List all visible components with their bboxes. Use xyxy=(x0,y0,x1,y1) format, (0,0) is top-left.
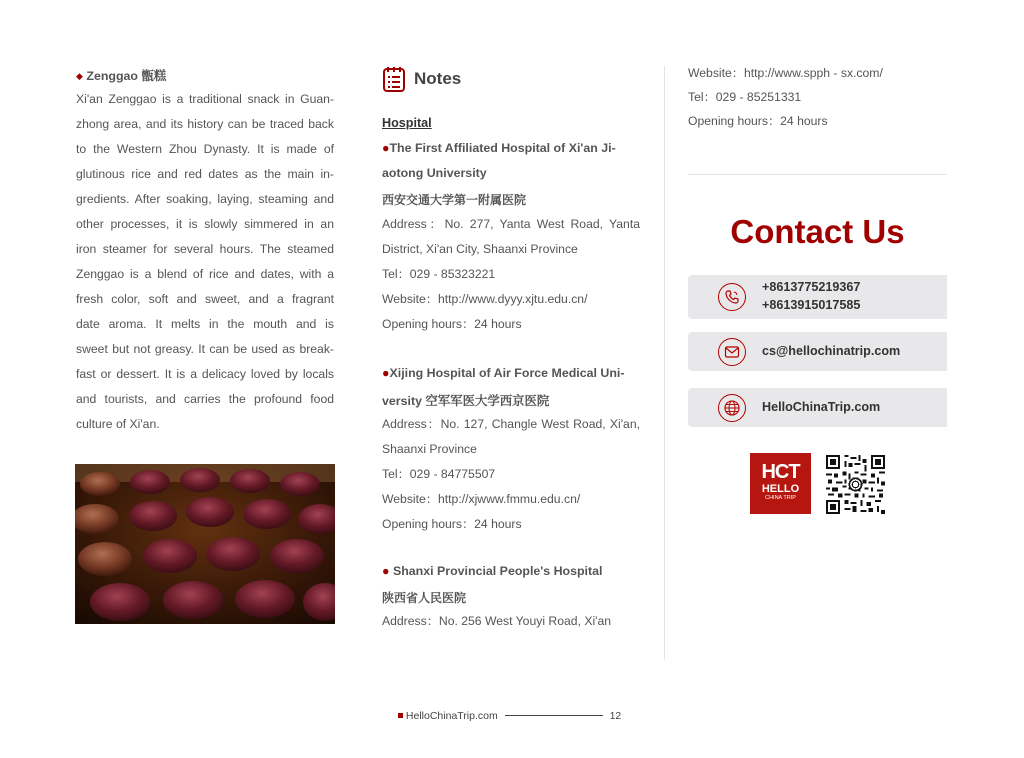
hospital-2-tel: Tel：029 - 84775507 xyxy=(382,467,496,481)
paragraph-line: Zenggao is a blend of rice and dates, with a xyxy=(76,267,334,281)
phone-number-1[interactable]: +8613775219367 xyxy=(762,280,861,294)
footer xyxy=(398,710,621,724)
dot-bullet-icon: ● xyxy=(382,141,390,155)
hospital-2-hours: Opening hours：24 hours xyxy=(382,517,522,531)
paragraph-line: fast or dessert. It is a delicacy loved by locals xyxy=(76,367,334,381)
hospital-2-address-line2: Shaanxi Province xyxy=(382,442,477,456)
email-address[interactable]: cs@hellochinatrip.com xyxy=(762,344,901,358)
qr-code[interactable] xyxy=(826,455,885,514)
zenggao-photo xyxy=(75,464,335,624)
hospital-3-website[interactable]: Website：http://www.spph - sx.com/ xyxy=(688,66,883,80)
website-pill[interactable] xyxy=(688,388,947,427)
zenggao-title: ◆ Zenggao 甑糕 xyxy=(76,69,167,83)
logo-text-hello: HELLO xyxy=(761,483,800,495)
hct-logo xyxy=(750,453,811,514)
page-number: 12 xyxy=(609,710,622,722)
paragraph-line: other processes, it is slowly simmered in an xyxy=(76,217,334,231)
hospital-3-name: ● Shanxi Provincial People's Hospital xyxy=(382,564,603,578)
notes-heading: Notes xyxy=(414,69,462,88)
paragraph-line: glutinous rice and red dates as the main in- xyxy=(76,167,334,181)
hospital-1-name-line1: ●The First Affiliated Hospital of Xi'an Ji- xyxy=(382,141,616,155)
section-divider xyxy=(688,174,947,175)
paragraph-line: date aroma. It melts in the mouth and is xyxy=(76,317,334,331)
paragraph-line: to the Western Zhou Dynasty. It is made of xyxy=(76,142,334,156)
paragraph-line: gredients. After soaking, laying, steaming and xyxy=(76,192,334,206)
footer-square-icon xyxy=(398,713,403,718)
paragraph-line: Xi'an Zenggao is a traditional snack in Guan- xyxy=(76,92,334,106)
hospital-2-name-line2: versity 空军军医大学西京医院 xyxy=(382,394,550,408)
hospital-section-title: Hospital xyxy=(382,116,432,130)
contact-us-title: Contact Us xyxy=(730,213,905,250)
hospital-1-address-line2: District, Xi'an City, Shaanxi Province xyxy=(382,242,578,256)
hospital-1-tel: Tel：029 - 85323221 xyxy=(382,267,496,281)
hospital-3-chinese: 陕西省人民医院 xyxy=(382,591,467,605)
hospital-3-address: Address：No. 256 West Youyi Road, Xi'an xyxy=(382,614,612,628)
dot-bullet-icon: ● xyxy=(382,564,390,578)
hospital-3-tel: Tel：029 - 85251331 xyxy=(688,90,802,104)
website-address[interactable]: HelloChinaTrip.com xyxy=(762,400,881,414)
dot-bullet-icon: ● xyxy=(382,366,390,380)
logo-text-hct: HCT xyxy=(761,461,800,483)
phone-pill[interactable] xyxy=(688,275,947,319)
hospital-2-name-line1: ●Xijing Hospital of Air Force Medical Uni- xyxy=(382,366,625,380)
hospital-1-address-line1: Address：No. 277, Yanta West Road, Yanta xyxy=(382,217,640,231)
zenggao-image xyxy=(75,464,335,624)
column-divider xyxy=(664,66,665,660)
hospital-3-hours: Opening hours：24 hours xyxy=(688,114,828,128)
paragraph-line: sweet but not greasy. It can be used as break- xyxy=(76,342,334,356)
mail-icon xyxy=(718,338,746,366)
footer-site[interactable]: HelloChinaTrip.com xyxy=(405,710,498,722)
paragraph-line: zhong area, and its history can be traced back xyxy=(76,117,334,131)
diamond-bullet-icon: ◆ xyxy=(76,71,83,81)
paragraph-line: iron steamer for several hours. The steamed xyxy=(76,242,334,256)
hospital-1-hours: Opening hours：24 hours xyxy=(382,317,522,331)
phone-icon xyxy=(718,283,746,311)
paragraph-line: and tourists, and carries the profound food xyxy=(76,392,334,406)
hospital-1-chinese: 西安交通大学第一附属医院 xyxy=(382,193,527,207)
phone-number-2[interactable]: +8613915017585 xyxy=(762,298,861,312)
paragraph-line: fresh color, soft and sweet, and a fragrant xyxy=(76,292,334,306)
hospital-2-website[interactable]: Website：http://xjwww.fmmu.edu.cn/ xyxy=(382,492,581,506)
logo-text-china-trip: CHINA TRIP xyxy=(765,495,796,501)
footer-rule xyxy=(505,715,603,716)
paragraph-line: culture of Xi'an. xyxy=(76,417,160,431)
email-pill[interactable] xyxy=(688,332,947,371)
globe-icon xyxy=(718,394,746,422)
hospital-1-website[interactable]: Website：http://www.dyyy.xjtu.edu.cn/ xyxy=(382,292,588,306)
hospital-1-name-line2: aotong University xyxy=(382,166,487,180)
hospital-2-address-line1: Address：No. 127, Changle West Road, Xi'an, xyxy=(382,417,640,431)
notes-icon xyxy=(382,67,406,93)
